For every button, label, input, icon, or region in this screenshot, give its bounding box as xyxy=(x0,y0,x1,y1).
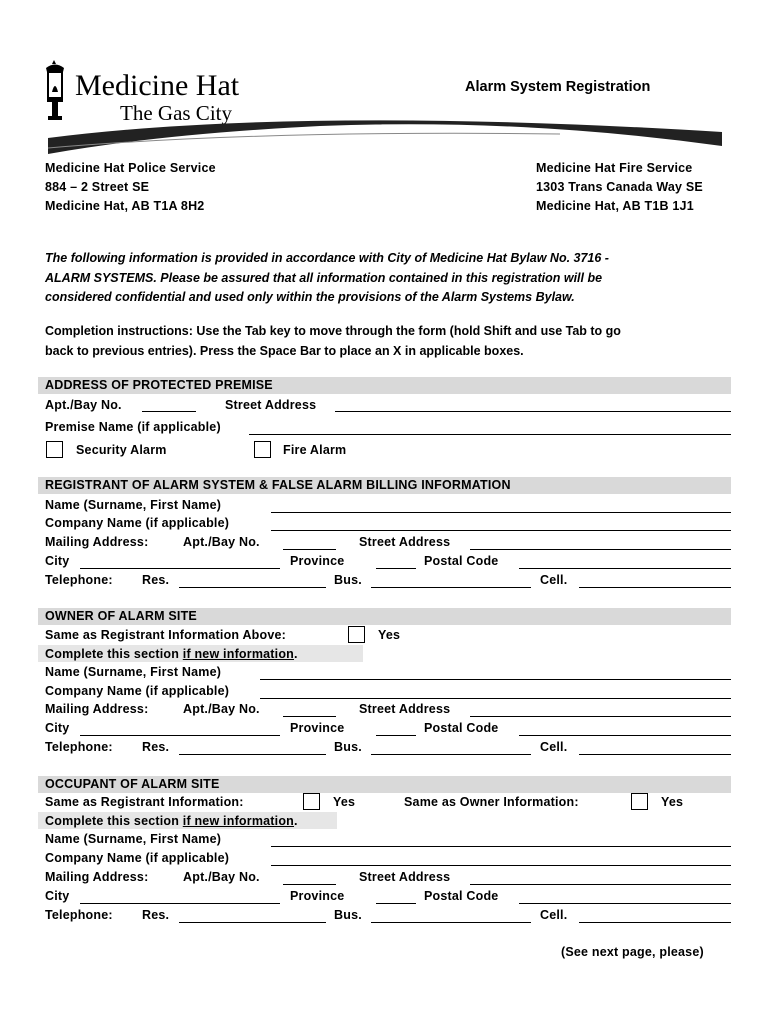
registrant-cell-field[interactable] xyxy=(579,587,731,588)
fire-street: 1303 Trans Canada Way SE xyxy=(536,180,703,194)
registrant-bus-label: Bus. xyxy=(334,573,362,587)
section-registrant-header: REGISTRANT OF ALARM SYSTEM & FALSE ALARM BILLING INFORMATION xyxy=(38,477,731,494)
premise-street-label: Street Address xyxy=(225,398,317,412)
security-alarm-label: Security Alarm xyxy=(76,443,167,457)
premise-apt-label: Apt./Bay No. xyxy=(45,398,122,412)
owner-street-field[interactable] xyxy=(470,716,731,717)
occupant-apt-label: Apt./Bay No. xyxy=(183,870,260,884)
owner-company-label: Company Name (if applicable) xyxy=(45,684,230,698)
owner-city-label: City xyxy=(45,721,70,735)
registrant-res-field[interactable] xyxy=(179,587,326,588)
instructions xyxy=(45,322,735,361)
registrant-city-field[interactable] xyxy=(80,568,280,569)
occupant-postal-field[interactable] xyxy=(519,903,731,904)
registrant-telephone-label: Telephone: xyxy=(45,573,113,587)
occupant-street-label: Street Address xyxy=(359,870,451,884)
owner-same-yes-label: Yes xyxy=(378,628,401,642)
registrant-name-label: Name (Surname, First Name) xyxy=(45,498,222,512)
intro-line-3: considered confidential and used only within the provisions of the Alarm Systems Bylaw. xyxy=(45,290,575,304)
occupant-company-field[interactable] xyxy=(271,865,731,866)
section-premise-header: ADDRESS OF PROTECTED PREMISE xyxy=(38,377,731,394)
owner-same-checkbox[interactable] xyxy=(348,626,365,643)
registrant-street-field[interactable] xyxy=(470,549,731,550)
occupant-same-registrant-yes: Yes xyxy=(333,795,356,809)
registrant-province-label: Province xyxy=(290,554,345,568)
occupant-res-field[interactable] xyxy=(179,922,326,923)
registrant-street-label: Street Address xyxy=(359,535,451,549)
owner-province-label: Province xyxy=(290,721,345,735)
occupant-bus-field[interactable] xyxy=(371,922,531,923)
form-title: Alarm System Registration xyxy=(465,79,651,95)
logo-name: Medicine Hat xyxy=(75,69,240,102)
owner-postal-label: Postal Code xyxy=(424,721,499,735)
section-owner-header: OWNER OF ALARM SITE xyxy=(38,608,731,625)
owner-bus-label: Bus. xyxy=(334,740,362,754)
registrant-apt-label: Apt./Bay No. xyxy=(183,535,260,549)
registrant-province-field[interactable] xyxy=(376,568,416,569)
occupant-apt-field[interactable] xyxy=(283,884,336,885)
see-next-page: (See next page, please) xyxy=(561,945,704,959)
registrant-bus-field[interactable] xyxy=(371,587,531,588)
owner-complete-note: Complete this section if new information. xyxy=(45,647,298,661)
registrant-postal-field[interactable] xyxy=(519,568,731,569)
registrant-city-label: City xyxy=(45,554,70,568)
occupant-postal-label: Postal Code xyxy=(424,889,499,903)
registrant-cell-label: Cell. xyxy=(540,573,568,587)
occupant-street-field[interactable] xyxy=(470,884,731,885)
fire-name: Medicine Hat Fire Service xyxy=(536,161,693,175)
intro-line-1: The following information is provided in accordance with City of Medicine Hat Bylaw No. 3716 - xyxy=(45,251,609,265)
registrant-res-label: Res. xyxy=(142,573,170,587)
intro-paragraph xyxy=(45,249,735,308)
registrant-company-label: Company Name (if applicable) xyxy=(45,516,230,530)
owner-res-label: Res. xyxy=(142,740,170,754)
fire-alarm-checkbox[interactable] xyxy=(254,441,271,458)
occupant-same-owner-yes: Yes xyxy=(661,795,684,809)
owner-name-field[interactable] xyxy=(260,679,731,680)
owner-name-label: Name (Surname, First Name) xyxy=(45,665,222,679)
owner-city-field[interactable] xyxy=(80,735,280,736)
premise-name-label: Premise Name (if applicable) xyxy=(45,420,221,434)
owner-res-field[interactable] xyxy=(179,754,326,755)
occupant-complete-note: Complete this section if new information. xyxy=(45,814,298,828)
occupant-cell-field[interactable] xyxy=(579,922,731,923)
registrant-company-field[interactable] xyxy=(271,530,731,531)
occupant-cell-label: Cell. xyxy=(540,908,568,922)
registrant-postal-label: Postal Code xyxy=(424,554,499,568)
owner-same-label: Same as Registrant Information Above: xyxy=(45,628,287,642)
occupant-bus-label: Bus. xyxy=(334,908,362,922)
premise-name-field[interactable] xyxy=(249,434,731,435)
registrant-apt-field[interactable] xyxy=(283,549,336,550)
instructions-line-2: back to previous entries). Press the Space Bar to place an X in applicable boxes. xyxy=(45,343,524,358)
owner-mailing-label: Mailing Address: xyxy=(45,702,149,716)
occupant-telephone-label: Telephone: xyxy=(45,908,113,922)
owner-apt-field[interactable] xyxy=(283,716,336,717)
instructions-line-1: Completion instructions: Use the Tab key to move through the form (hold Shift and use Tab to go xyxy=(45,324,621,338)
owner-apt-label: Apt./Bay No. xyxy=(183,702,260,716)
occupant-same-registrant-label: Same as Registrant Information: xyxy=(45,795,244,809)
header-swoosh xyxy=(0,110,770,160)
police-city: Medicine Hat, AB T1A 8H2 xyxy=(45,199,205,213)
occupant-province-label: Province xyxy=(290,889,345,903)
occupant-same-owner-label: Same as Owner Information: xyxy=(404,795,579,809)
logo-tagline: The Gas City xyxy=(120,101,232,125)
owner-cell-field[interactable] xyxy=(579,754,731,755)
section-occupant-header: OCCUPANT OF ALARM SITE xyxy=(38,776,731,793)
occupant-city-label: City xyxy=(45,889,70,903)
intro-line-2: ALARM SYSTEMS. Please be assured that all information contained in this registration will be xyxy=(45,270,603,285)
occupant-city-field[interactable] xyxy=(80,903,280,904)
occupant-res-label: Res. xyxy=(142,908,170,922)
occupant-mailing-label: Mailing Address: xyxy=(45,870,149,884)
owner-province-field[interactable] xyxy=(376,735,416,736)
fire-city: Medicine Hat, AB T1B 1J1 xyxy=(536,199,694,213)
owner-postal-field[interactable] xyxy=(519,735,731,736)
owner-bus-field[interactable] xyxy=(371,754,531,755)
owner-street-label: Street Address xyxy=(359,702,451,716)
occupant-name-label: Name (Surname, First Name) xyxy=(45,832,222,846)
police-name: Medicine Hat Police Service xyxy=(45,161,216,175)
owner-telephone-label: Telephone: xyxy=(45,740,113,754)
premise-apt-field[interactable] xyxy=(142,411,196,412)
police-street: 884 – 2 Street SE xyxy=(45,180,150,194)
occupant-province-field[interactable] xyxy=(376,903,416,904)
occupant-company-label: Company Name (if applicable) xyxy=(45,851,230,865)
premise-street-field[interactable] xyxy=(335,411,731,412)
owner-cell-label: Cell. xyxy=(540,740,568,754)
occupant-same-registrant-checkbox[interactable] xyxy=(303,793,320,810)
registrant-name-field[interactable] xyxy=(271,512,731,513)
occupant-name-field[interactable] xyxy=(271,846,731,847)
registrant-mailing-label: Mailing Address: xyxy=(45,535,149,549)
occupant-same-owner-checkbox[interactable] xyxy=(631,793,648,810)
owner-company-field[interactable] xyxy=(260,698,731,699)
fire-alarm-label: Fire Alarm xyxy=(283,443,347,457)
security-alarm-checkbox[interactable] xyxy=(46,441,63,458)
